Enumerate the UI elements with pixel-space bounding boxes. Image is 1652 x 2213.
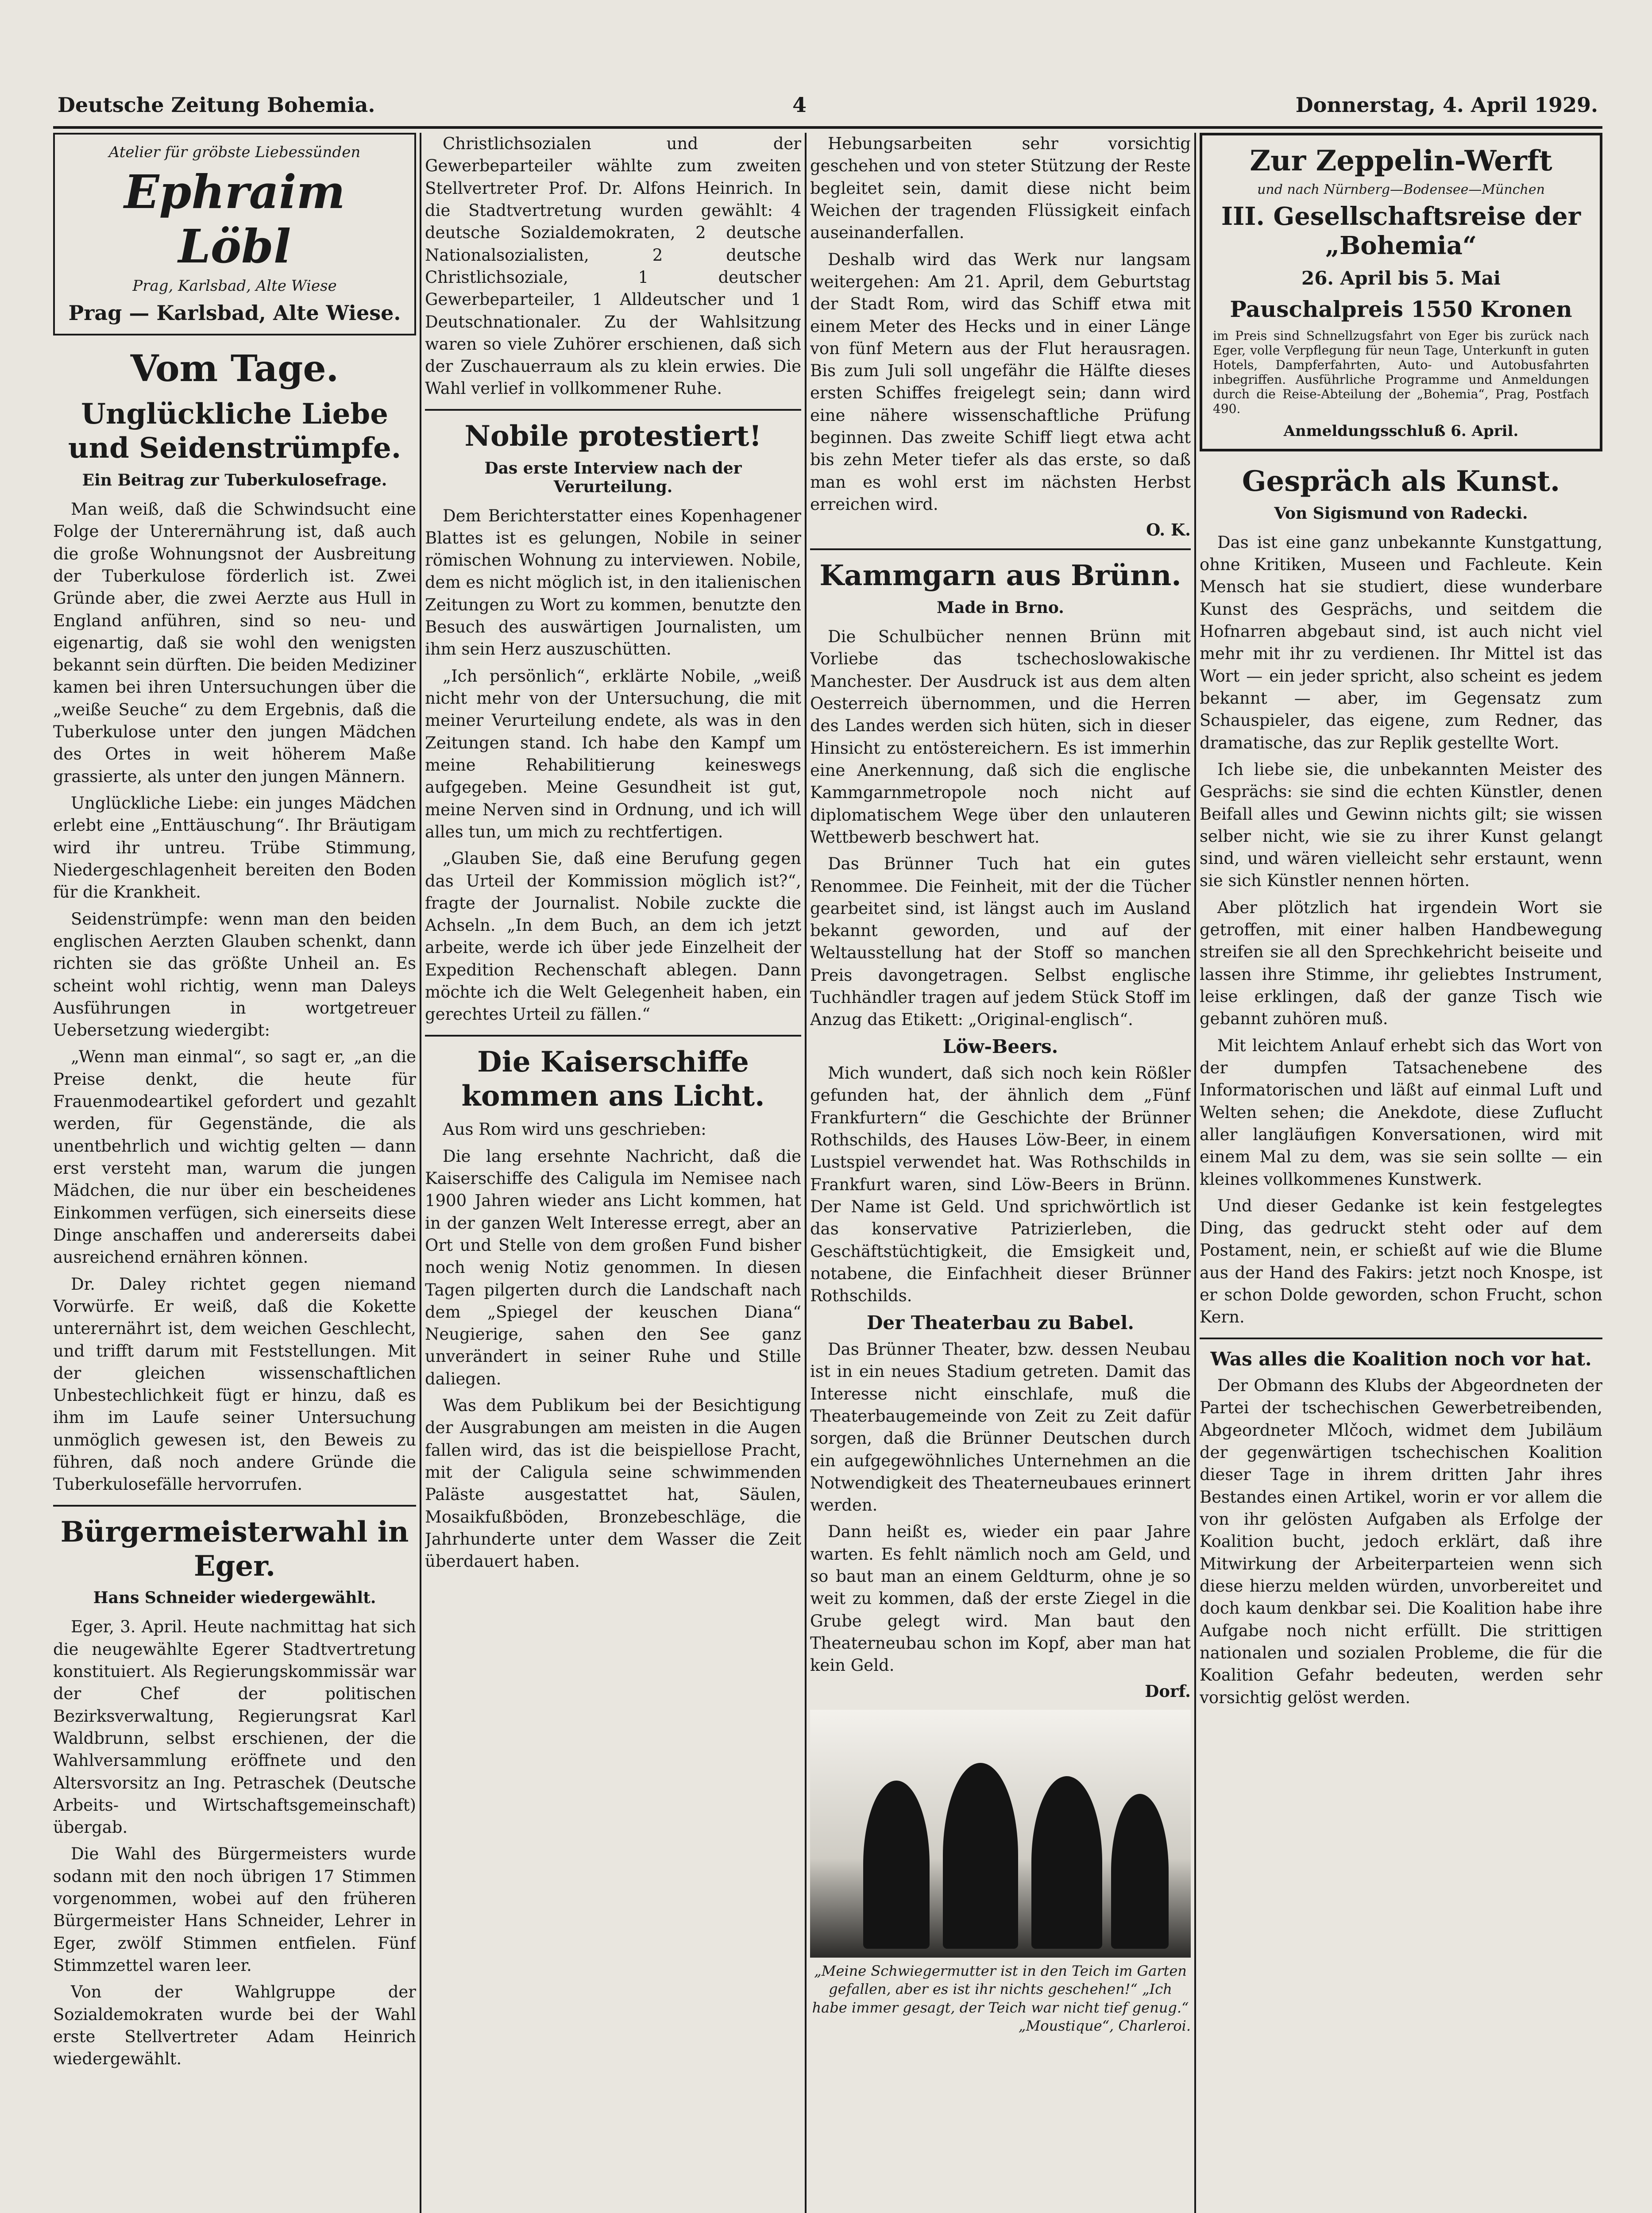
paragraph: Das Brünner Theater, bzw. dessen Neubau ist in ein neues Stadium getreten. Damit das Interesse nicht einschlafe, muß die Theaterbaugemeinde von Zeit zu Zeit dafür sorgen, daß die Brünner Deutschen durch ein aufgegewöhnliches Unternehmen an die Notwendigkeit des Theaterneubaues erinnert werden. (810, 1339, 1191, 1515)
column-3 (810, 133, 1191, 2213)
paragraph: Der Obmann des Klubs der Abgeordneten der Partei der tschechischen Gewerbetreibenden, Abgeordneter Mlčoch, widmet dem Jubiläum der gegenwärtigen tschechischen Koalition dieser Tage in ihrem dritten Jahr ihres Bestandes einen Artikel, worin er vor allem die von ihr gelösten Aufgaben als Erfolge der Koalition bucht, jedoch erklärt, daß ihre Mitwirkung der Arbeiterparteien wenn sich diese hierzu melden würden, unvorbereitet und doch kaum denkbar sei. Die Koalition habe ihre Aufgabe noch nicht erfüllt. Die strittigen nationalen und sozialen Probleme, die für die Koalition Gefahr bedeuten, werden sehr vorsichtig gelöst werden. (1200, 1376, 1602, 1707)
paragraph: Die Wahl des Bürgermeisters wurde sodann mit den noch übrigen 17 Stimmen vorgenommen, wobei auf den früheren Bürgermeister Hans Schneider, Lehrer in Eger, zwölf Stimmen entfielen. Fünf Stimmzettel waren leer. (53, 1844, 416, 1975)
column-2 (425, 133, 801, 2213)
article-title: Gespräch als Kunst. (1242, 465, 1560, 498)
ad-zeppelin-trip: III. Gesellschaftsreise der „Bohemia“ (1221, 202, 1581, 260)
article-title: Der Theaterbau zu Babel. (867, 1311, 1134, 1334)
photo-caption: „Meine Schwiegermutter ist in den Teich im Garten gefallen, aber es ist ihr nichts geschehen!“ „Ich habe immer gesagt, der Teich war nicht tief genug.“ (812, 1962, 1189, 2016)
column-4 (1200, 133, 1602, 2213)
paragraph: Seidenstrümpfe: wenn man den beiden englischen Aerzten Glauben schenkt, dann richten sie das größte Unheil an. Es scheint wohl richtig, wenn man Daleys Ausführungen in wortgetreuer Uebersetzung wiedergibt: (53, 909, 416, 1040)
paragraph: Eger, 3. April. Heute nachmittag hat sich die neugewählte Egerer Stadtvertretung konstituiert. Als Regierungskommissär war der Chef der politischen Bezirksverwaltung, Regierungsrat Karl Waldbrunn, selbst erschienen, der die Wahlversammlung eröffnete und den Altersvorsitz an Ing. Petraschek (Deutsche Arbeits- und Wirtschaftsgemeinschaft) übergab. (53, 1617, 416, 1837)
column-divider-2 (805, 133, 807, 2213)
paragraph: Dr. Daley richtet gegen niemand Vorwürfe. Er weiß, daß die Kokette unterernährt ist, dem weichen Geschlecht, und trifft darum mit Feststellungen. Mit der gleichen wissenschaftlichen Unbestechlichkeit fügt er hinzu, daß es ihm im Laufe seiner Untersuchung unmöglich gewesen ist, den Beweis zu führen, daß noch andere Gründe die Tuberkulosefälle hervorrufen. (53, 1274, 416, 1494)
paragraph: Mit leichtem Anlauf erhebt sich das Wort von der dumpfen Tatsachenebene des Informatorischen und läßt auf einmal Luft und Welten sehen; die Anekdote, diese Zuflucht aller langläufigen Konversationen, wird mit einem Mal zu dem, was sie sein sollte — ein kleines vollkommenes Kunstwerk. (1200, 1036, 1602, 1189)
ad-loebl-location: Prag — Karlsbad, Alte Wiese. (68, 301, 401, 325)
column-divider-1 (420, 133, 421, 2213)
separator (53, 1505, 416, 1507)
paragraph: Aus Rom wird uns geschrieben: (443, 1120, 706, 1139)
ad-loebl-cities: Prag, Karlsbad, Alte Wiese (132, 277, 337, 295)
masthead-title: Deutsche Zeitung Bohemia. (58, 93, 375, 117)
ad-loebl-name: Ephraim Löbl (124, 165, 345, 274)
paragraph: Was dem Publikum bei der Besichtigung der Ausgrabungen am meisten in die Augen fallen wird, das ist die beispiellose Pracht, mit der Caligula seine schwimmenden Paläste ausgestattet hat, Säulen, Mosaikfußböden, Bronzebeschläge, die Jahrhunderte unter dem Wasser die Zeit überdauert haben. (425, 1396, 801, 1571)
paragraph: Und dieser Gedanke ist kein festgelegtes Ding, das gedruckt steht oder auf dem Postament, nein, er schießt auf wie die Blume aus der Hand des Fakirs: jetzt noch Knospe, ist er schon Dolde geworden, schon Frucht, schon Kern. (1200, 1196, 1602, 1327)
ad-zeppelin-title: Zur Zeppelin-Werft (1250, 144, 1552, 177)
article-title: Bürgermeisterwahl in Eger. (60, 1515, 409, 1583)
ad-zeppelin-deadline: Anmeldungsschluß 6. April. (1283, 422, 1519, 440)
paragraph: „Wenn man einmal“, so sagt er, „an die Preise denkt, die heute für Frauenmodeartikel gefordert und gezahlt werden, für Gegenstände, die als unentbehrlich und wichtig gelten — dann erst versteht man, warum die jungen Mädchen, die nur über ein bescheidenes Einkommen verfügen, sich einerseits diese Dinge anschaffen und andererseits dabei ausreichend ernähren können. (53, 1047, 416, 1267)
separator (425, 409, 801, 411)
paragraph: Man weiß, daß die Schwindsucht eine Folge der Unterernährung ist, daß auch die große Wohnungsnot der Ausbreitung der Tuberkulose förderlich ist. Zwei Gründe aber, die zwei Aerzte aus Hull in England anführen, sind so neu- und eigenartig, daß sie wohl den wenigsten bekannt sein dürften. Die beiden Mediziner kamen bei ihren Untersuchungen über die „weiße Seuche“ zu dem Ergebnis, daß die Tuberkulose unter den jungen Mädchen des Ortes in weit höherem Maße grassierte, als unter den jungen Männern. (53, 499, 416, 786)
separator (810, 548, 1191, 550)
article-subtitle: Das erste Interview nach der Verurteilung. (484, 459, 742, 496)
ad-zeppelin-details: im Preis sind Schnellzugsfahrt von Eger bis zurück nach Eger, volle Verpflegung für neun Tage, Unterkunft in guten Hotels, Dampferfahrten, Auto- und Autobusfahrten inbegriffen. Ausführliche Programme und Anmeldungen durch die Reise-Abteilung der „Bohemia“, Prag, Postfach 490. (1213, 328, 1589, 416)
paragraph: Dem Berichterstatter eines Kopenhagener Blattes ist es gelungen, Nobile in seiner römischen Wohnung zu interviewen. Nobile, dem es nicht möglich ist, in den italienischen Zeitungen zu Wort zu kommen, benutzte den Besuch des auswärtigen Journalisten, um ihm sein Herz auszuschütten. (425, 506, 801, 659)
paragraph: „Ich persönlich“, erklärte Nobile, „weiß nicht mehr von der Untersuchung, die mit meiner Verurteilung endete, als was in den Zeitungen stand. Ich habe den Kampf um meine Rehabilitierung keineswegs aufgegeben. Meine Gesundheit ist gut, meine Nerven sind in Ordnung, und ich will alles tun, um mich zu rechtfertigen. (425, 666, 801, 841)
paragraph: Das Brünner Tuch hat ein gutes Renommee. Die Feinheit, mit der die Tücher gearbeitet sind, ist längst auch im Ausland bekannt geworden, und auf der Weltausstellung hat der Stoff so manchen Preis davongetragen. Selbst englische Tuchhändler tragen auf jedem Stück Stoff im Anzug das Etikett: „Original-englisch“. (810, 854, 1191, 1029)
section-heading: Vom Tage. (130, 347, 339, 390)
paragraph: Die Schulbücher nennen Brünn mit Vorliebe das tschechoslowakische Manchester. Der Ausdruck ist aus dem alten Oesterreich übernommen, und die Herren des Landes werden sich hüten, sich in dieser Hinsicht zu entöstereichern. Es ist immerhin eine Anerkennung, daß sich die englische Kammgarnmetropole noch nicht auf diplomatischem Wege über den unlauteren Wettbewerb beschwert hat. (810, 627, 1191, 847)
photo-figure (863, 1781, 930, 1949)
paragraph: Deshalb wird das Werk nur langsam weitergehen: Am 21. April, dem Geburtstag der Stadt Rom, wird das Schiff etwa mit einem Meter des Hecks und in einer Länge von fünf Metern aus der Flut herausragen. Bis zum Juli soll ungefähr die Hälfte dieses ersten Schiffes freigelegt sein; dann wird eine nähere wissenschaftliche Prüfung beginnen. Das zweite Schiff liegt etwa acht bis zehn Meter tiefer als das erste, so daß man es wohl erst im nächsten Herbst erreichen wird. (810, 250, 1191, 514)
paragraph: Mich wundert, daß sich noch kein Rößler gefunden hat, der ähnlich dem „Fünf Frankfurtern“ die Geschichte der Brünner Rothschilds, des Hauses Löw-Beer, in einem Lustspiel verwendet hat. Was Rothschilds in Frankfurt waren, sind Löw-Beers in Brünn. Der Name ist Geld. Und sprichwörtlich ist das konservative Patrizierleben, die Geschäftstüchtigkeit, die Emsigkeit und, notabene, die Einfachheit dieser Brünner Rothschilds. (810, 1064, 1191, 1306)
ad-loebl-tagline: Atelier für gröbste Liebessünden (108, 143, 361, 161)
article-title: Löw-Beers. (942, 1035, 1058, 1057)
separator (425, 1035, 801, 1037)
masthead-date: Donnerstag, 4. April 1929. (1295, 93, 1598, 117)
advertisement-zeppelin (1200, 133, 1602, 451)
paragraph: Christlichsozialen und der Gewerbeparteiler wählte zum zweiten Stellvertreter Prof. Dr. Alfons Heinrich. In die Stadtvertretung wurden gewählt: 4 deutsche Sozialdemokraten, 2 deutsche Nationalsozialisten, 2 deutsche Christlichsoziale, 1 deutscher Gewerbeparteiler, 1 Alldeutscher und 1 Deutschnationaler. Zu der Wahlsitzung waren so viele Zuhörer erschienen, daß sich der Zuschauerraum als zu klein erwies. Die Wahl verlief in vollkommener Ruhe. (425, 134, 801, 398)
article-subtitle: Made in Brno. (937, 598, 1064, 617)
separator (1200, 1338, 1602, 1339)
paragraph: Dann heißt es, wieder ein paar Jahre warten. Es fehlt nämlich noch am Geld, und so baut man an einem Geldturm, ohne je so weit zu kommen, daß der erste Ziegel in die Grube gelegt wird. Man baut den Theaterneubau schon im Kopf, aber man hat kein Geld. (810, 1522, 1191, 1675)
article-title: Kammgarn aus Brünn. (819, 559, 1181, 593)
article-title: Was alles die Koalition noch vor hat. (1210, 1348, 1592, 1370)
ad-zeppelin-route: und nach Nürnberg—Bodensee—München (1257, 182, 1545, 197)
column-1 (53, 133, 416, 2213)
paragraph: „Glauben Sie, daß eine Berufung gegen das Urteil der Kommission möglich ist?“, fragte der Journalist. Nobile zuckte die Achseln. „In dem Buch, an dem ich jetzt arbeite, werde ich über jede Einzelheit der Expedition Rechenschaft ablegen. Dann möchte ich die Welt Gelegenheit haben, ein gerechtes Urteil zu fällen.“ (425, 849, 801, 1024)
paragraph: Hebungsarbeiten sehr vorsichtig geschehen und von steter Stützung der Reste begleitet sein, damit diese nicht beim Weichen der tragenden Flüssigkeit einfach auseinanderfallen. (810, 134, 1191, 243)
photo-figure (1031, 1776, 1102, 1949)
article-subtitle: Ein Beitrag zur Tuberkulosefrage. (82, 470, 387, 490)
signature: Dorf. (1145, 1681, 1191, 1701)
ad-zeppelin-dates: 26. April bis 5. Mai (1301, 267, 1501, 289)
paragraph: Unglückliche Liebe: ein junges Mädchen erlebt eine „Enttäuschung“. Ihr Bräutigam wird ihr untreu. Trübe Stimmung, Niedergeschlagenheit bereiten den Boden für die Krankheit. (53, 794, 416, 902)
page-number: 4 (792, 93, 807, 117)
photo-credit: „Moustique“, Charleroi. (1018, 2017, 1191, 2035)
article-subtitle: Hans Schneider wiedergewählt. (93, 1588, 376, 1608)
signature: O. K. (1146, 520, 1191, 540)
masthead-rule (53, 126, 1602, 129)
column-divider-3 (1194, 133, 1196, 2213)
article-title: Unglückliche Liebe und Seidenstrümpfe. (68, 397, 401, 465)
ad-zeppelin-price: Pauschalpreis 1550 Kronen (1230, 296, 1572, 322)
cartoon-photo (810, 1710, 1191, 1958)
paragraph: Die lang ersehnte Nachricht, daß die Kaiserschiffe des Caligula im Nemisee nach 1900 Jahren wieder ans Licht kommen, hat in der ganzen Welt Interesse erregt, aber an Ort und Stelle von dem großen Fund bisher noch wenig Notiz genommen. In diesen Tagen pilgerten durch die Landschaft nach dem „Spiegel der keuschen Diana“ Neugierige, sahen den See ganz unverändert in seiner Ruhe und Stille daliegen. (425, 1146, 801, 1388)
photo-figure (943, 1763, 1018, 1949)
article-title: Die Kaiserschiffe kommen ans Licht. (461, 1045, 765, 1113)
advertisement-loebl (53, 133, 416, 335)
paragraph: Von der Wahlgruppe der Sozialdemokraten wurde bei der Wahl erste Stellvertreter Adam Heinrich wiedergewählt. (53, 1982, 416, 2069)
photo-figure (1111, 1794, 1169, 1949)
masthead (58, 93, 1598, 124)
paragraph: Das ist eine ganz unbekannte Kunstgattung, ohne Kritiken, Museen und Fachleute. Kein Mensch hat sie studiert, diese wunderbare Kunst des Gesprächs, und seitdem die Hofnarren abgebaut sind, ist auch nicht viel mehr mit ihr zu verdienen. Ihr Mittel ist das Wort — ein jeder spricht, also scheint es jedem bekannt — aber, im Gegensatz zum Schauspieler, das eigene, zum Redner, das dramatische, das zur Replik gestellte Wort. (1200, 532, 1602, 752)
article-author: Von Sigismund von Radecki. (1274, 504, 1528, 523)
paragraph: Ich liebe sie, die unbekannten Meister des Gesprächs: sie sind die echten Künstler, denen Beifall alles und Gewinn nichts gilt; sie wissen selber nicht, wie sie zu ihrer Kunst gelangt sind, und wären vielleicht sehr erstaunt, wenn sie sich Künstler nennen hörten. (1200, 760, 1602, 891)
paragraph: Aber plötzlich hat irgendein Wort sie getroffen, mit einer halben Handbewegung streifen sie all den Sprechkehricht beiseite und lassen ihre Stimme, ihr geliebtes Instrument, leise erklingen, daß der ganze Tisch wie gebannt zuhören muß. (1200, 898, 1602, 1029)
article-title: Nobile protestiert! (464, 419, 762, 453)
